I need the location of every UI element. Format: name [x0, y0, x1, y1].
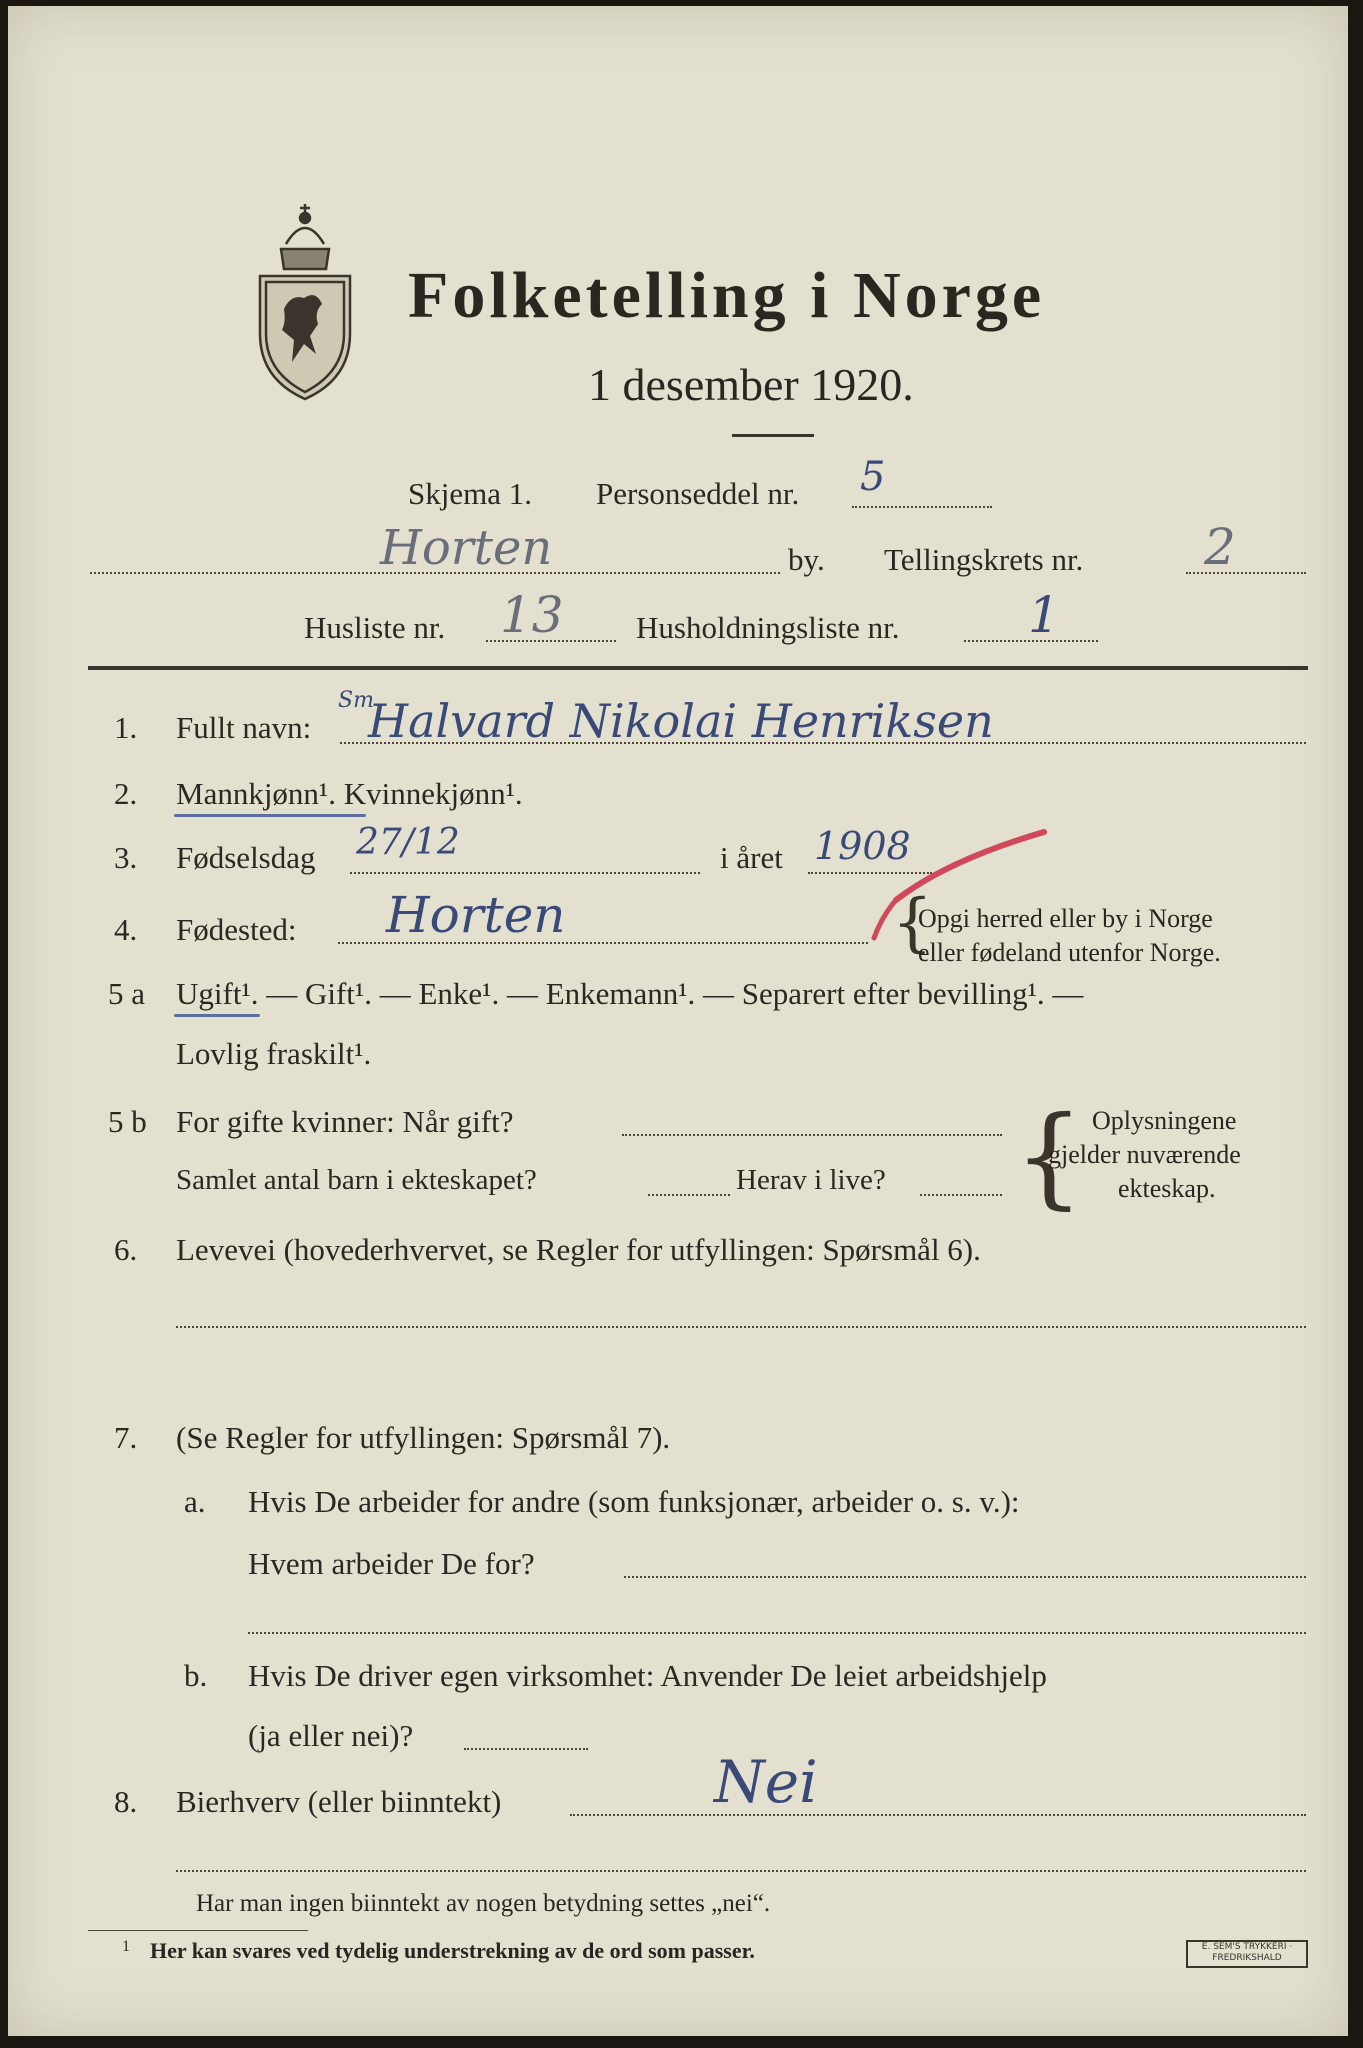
q7a-number: a. — [184, 1484, 206, 1519]
q7b-number: b. — [184, 1658, 208, 1693]
q4-label: Fødested: — [176, 912, 297, 947]
by-field[interactable]: Horten — [380, 520, 553, 576]
q4-note-1: Opgi herred eller by i Norge — [918, 904, 1213, 933]
birth-year-field[interactable]: 1908 — [814, 824, 911, 868]
marital-selection-underline — [174, 1014, 260, 1017]
husholdningsliste-label: Husholdningsliste nr. — [636, 610, 900, 645]
by-label: by. — [788, 542, 825, 577]
q2-number: 2. — [114, 776, 138, 811]
q7b-label-2: (ja eller nei)? — [248, 1718, 414, 1753]
occupation-field[interactable] — [176, 1326, 1306, 1328]
q7a-label: Hvis De arbeider for andre (som funksjonær, arbeider o. s. v.): — [248, 1484, 1020, 1519]
husliste-field[interactable]: 13 — [500, 586, 564, 644]
q7a-label-2: Hvem arbeider De for? — [248, 1546, 535, 1581]
printer-stamp: E. SEM'S TRYKKERI · FREDRIKSHALD — [1186, 1940, 1308, 1968]
personseddel-label: Personseddel nr. — [596, 476, 800, 511]
q8-label: Bierhverv (eller biinntekt) — [176, 1784, 502, 1819]
marital-status-options[interactable]: Ugift¹. — Gift¹. — Enke¹. — Enkemann¹. — Separert efter bevilling¹. — — [176, 976, 1084, 1011]
q5b-label-3: Herav i live? — [736, 1164, 886, 1196]
footnote-marker: 1 — [122, 1938, 130, 1955]
q7b-label: Hvis De driver egen virksomhet: Anvender De leiet arbeidshjelp — [248, 1658, 1047, 1693]
q5b-label: For gifte kvinner: Når gift? — [176, 1104, 514, 1139]
husliste-label: Husliste nr. — [304, 610, 446, 645]
form-title: Folketelling i Norge — [408, 259, 1046, 332]
footnote: Her kan svares ved tydelig understrekning av de ord som passer. — [150, 1938, 755, 1963]
income-note: Har man ingen biinntekt av nogen betydning settes „nei“. — [196, 1890, 771, 1917]
q5b-note-3: ekteskap. — [1118, 1174, 1216, 1203]
q7-number: 7. — [114, 1420, 138, 1455]
q6-label: Levevei (hovederhvervet, se Regler for utfyllingen: Spørsmål 6). — [176, 1232, 981, 1267]
birthplace-field[interactable]: Horten — [386, 886, 566, 944]
q5b-number: 5 b — [108, 1104, 147, 1139]
q1-label: Fullt navn: — [176, 710, 312, 745]
q3-label: Fødselsdag — [176, 840, 316, 875]
q5b-note-2: gjelder nuværende — [1048, 1140, 1241, 1169]
q1-prefix: Sm — [338, 688, 374, 713]
q3-year-label: i året — [720, 840, 783, 875]
form-date: 1 desember 1920. — [588, 359, 914, 410]
q5b-note-1: Oplysningene — [1092, 1106, 1237, 1135]
q1-number: 1. — [114, 710, 138, 745]
side-income-field[interactable]: Nei — [714, 1748, 818, 1816]
skjema-label: Skjema 1. — [408, 476, 532, 511]
employer-field[interactable] — [624, 1576, 1306, 1578]
q7-label: (Se Regler for utfyllingen: Spørsmål 7). — [176, 1420, 671, 1455]
husholdningsliste-field[interactable]: 1 — [1028, 586, 1060, 644]
title-divider — [732, 434, 814, 437]
q4-note-2: eller fødeland utenfor Norge. — [918, 938, 1221, 967]
norwegian-lion-shield-icon — [246, 194, 364, 404]
q4-number: 4. — [114, 912, 138, 947]
footnote-rule — [88, 1930, 308, 1931]
tellingskrets-field[interactable]: 2 — [1204, 518, 1236, 576]
marital-status-options-2[interactable]: Lovlig fraskilt¹. — [176, 1036, 372, 1071]
gender-selection-underline — [174, 814, 366, 817]
q8-number: 8. — [114, 1784, 138, 1819]
tellingskrets-label: Tellingskrets nr. — [884, 542, 1084, 577]
personseddel-field[interactable]: 5 — [860, 454, 886, 500]
q3-number: 3. — [114, 840, 138, 875]
hired-help-field[interactable] — [464, 1748, 588, 1750]
census-form: Folketelling i Norge 1 desember 1920. Skjema 1. Personseddel nr. 5 Horten by. Tellingskrets nr. 2 Husliste nr. 13 Husholdningsliste nr. 1 1. Fullt navn: Sm Halvard Nikolai Henriksen 2. Mannkjønn¹. Kvinnekjønn¹. 3. Fødselsdag 27/12 i året 1908 4. Fødested: Horten { Opgi herred eller by i Norge eller fødeland utenfor Norge. 5 a Ugift¹. — Gift¹. — Enke¹. — Enkemann¹. — Separert efter bevilling¹. — Lovlig fraskilt¹. 5 b For gifte kvinner: Når gift? Samlet antal barn i ekteskapet? Herav i live? { Oplysningene gjelder nuværende ekteskap. 6. Levevei (hovederhvervet, se Regler for utfyllingen: Spørsmål 6). 7. (Se Regler for utfyllingen: Spørsmål 7). a. Hvis De arbeider for andre (som funksjonær, arbeider o. s. v.): Hvem arbeider De for? b. Hvis De driver egen virksomhet: Anvender De leiet arbeidshjelp (ja eller nei)? 8. Bierhverv (eller biinntekt) Nei Har man ingen biinntekt av nogen betydning settes „nei“. 1 Her kan svares ved tydelig understrekning av de ord som passer. E. SEM'S TRYKKERI · FREDRIKSHALD — [8, 6, 1348, 2036]
q5a-number: 5 a — [108, 976, 146, 1011]
full-name-field[interactable]: Halvard Nikolai Henriksen — [368, 694, 994, 748]
q5b-label-2: Samlet antal barn i ekteskapet? — [176, 1164, 537, 1196]
birthday-field[interactable]: 27/12 — [356, 822, 460, 863]
q6-number: 6. — [114, 1232, 138, 1267]
header-rule — [88, 666, 1308, 670]
gender-options[interactable]: Mannkjønn¹. Kvinnekjønn¹. — [176, 776, 523, 811]
